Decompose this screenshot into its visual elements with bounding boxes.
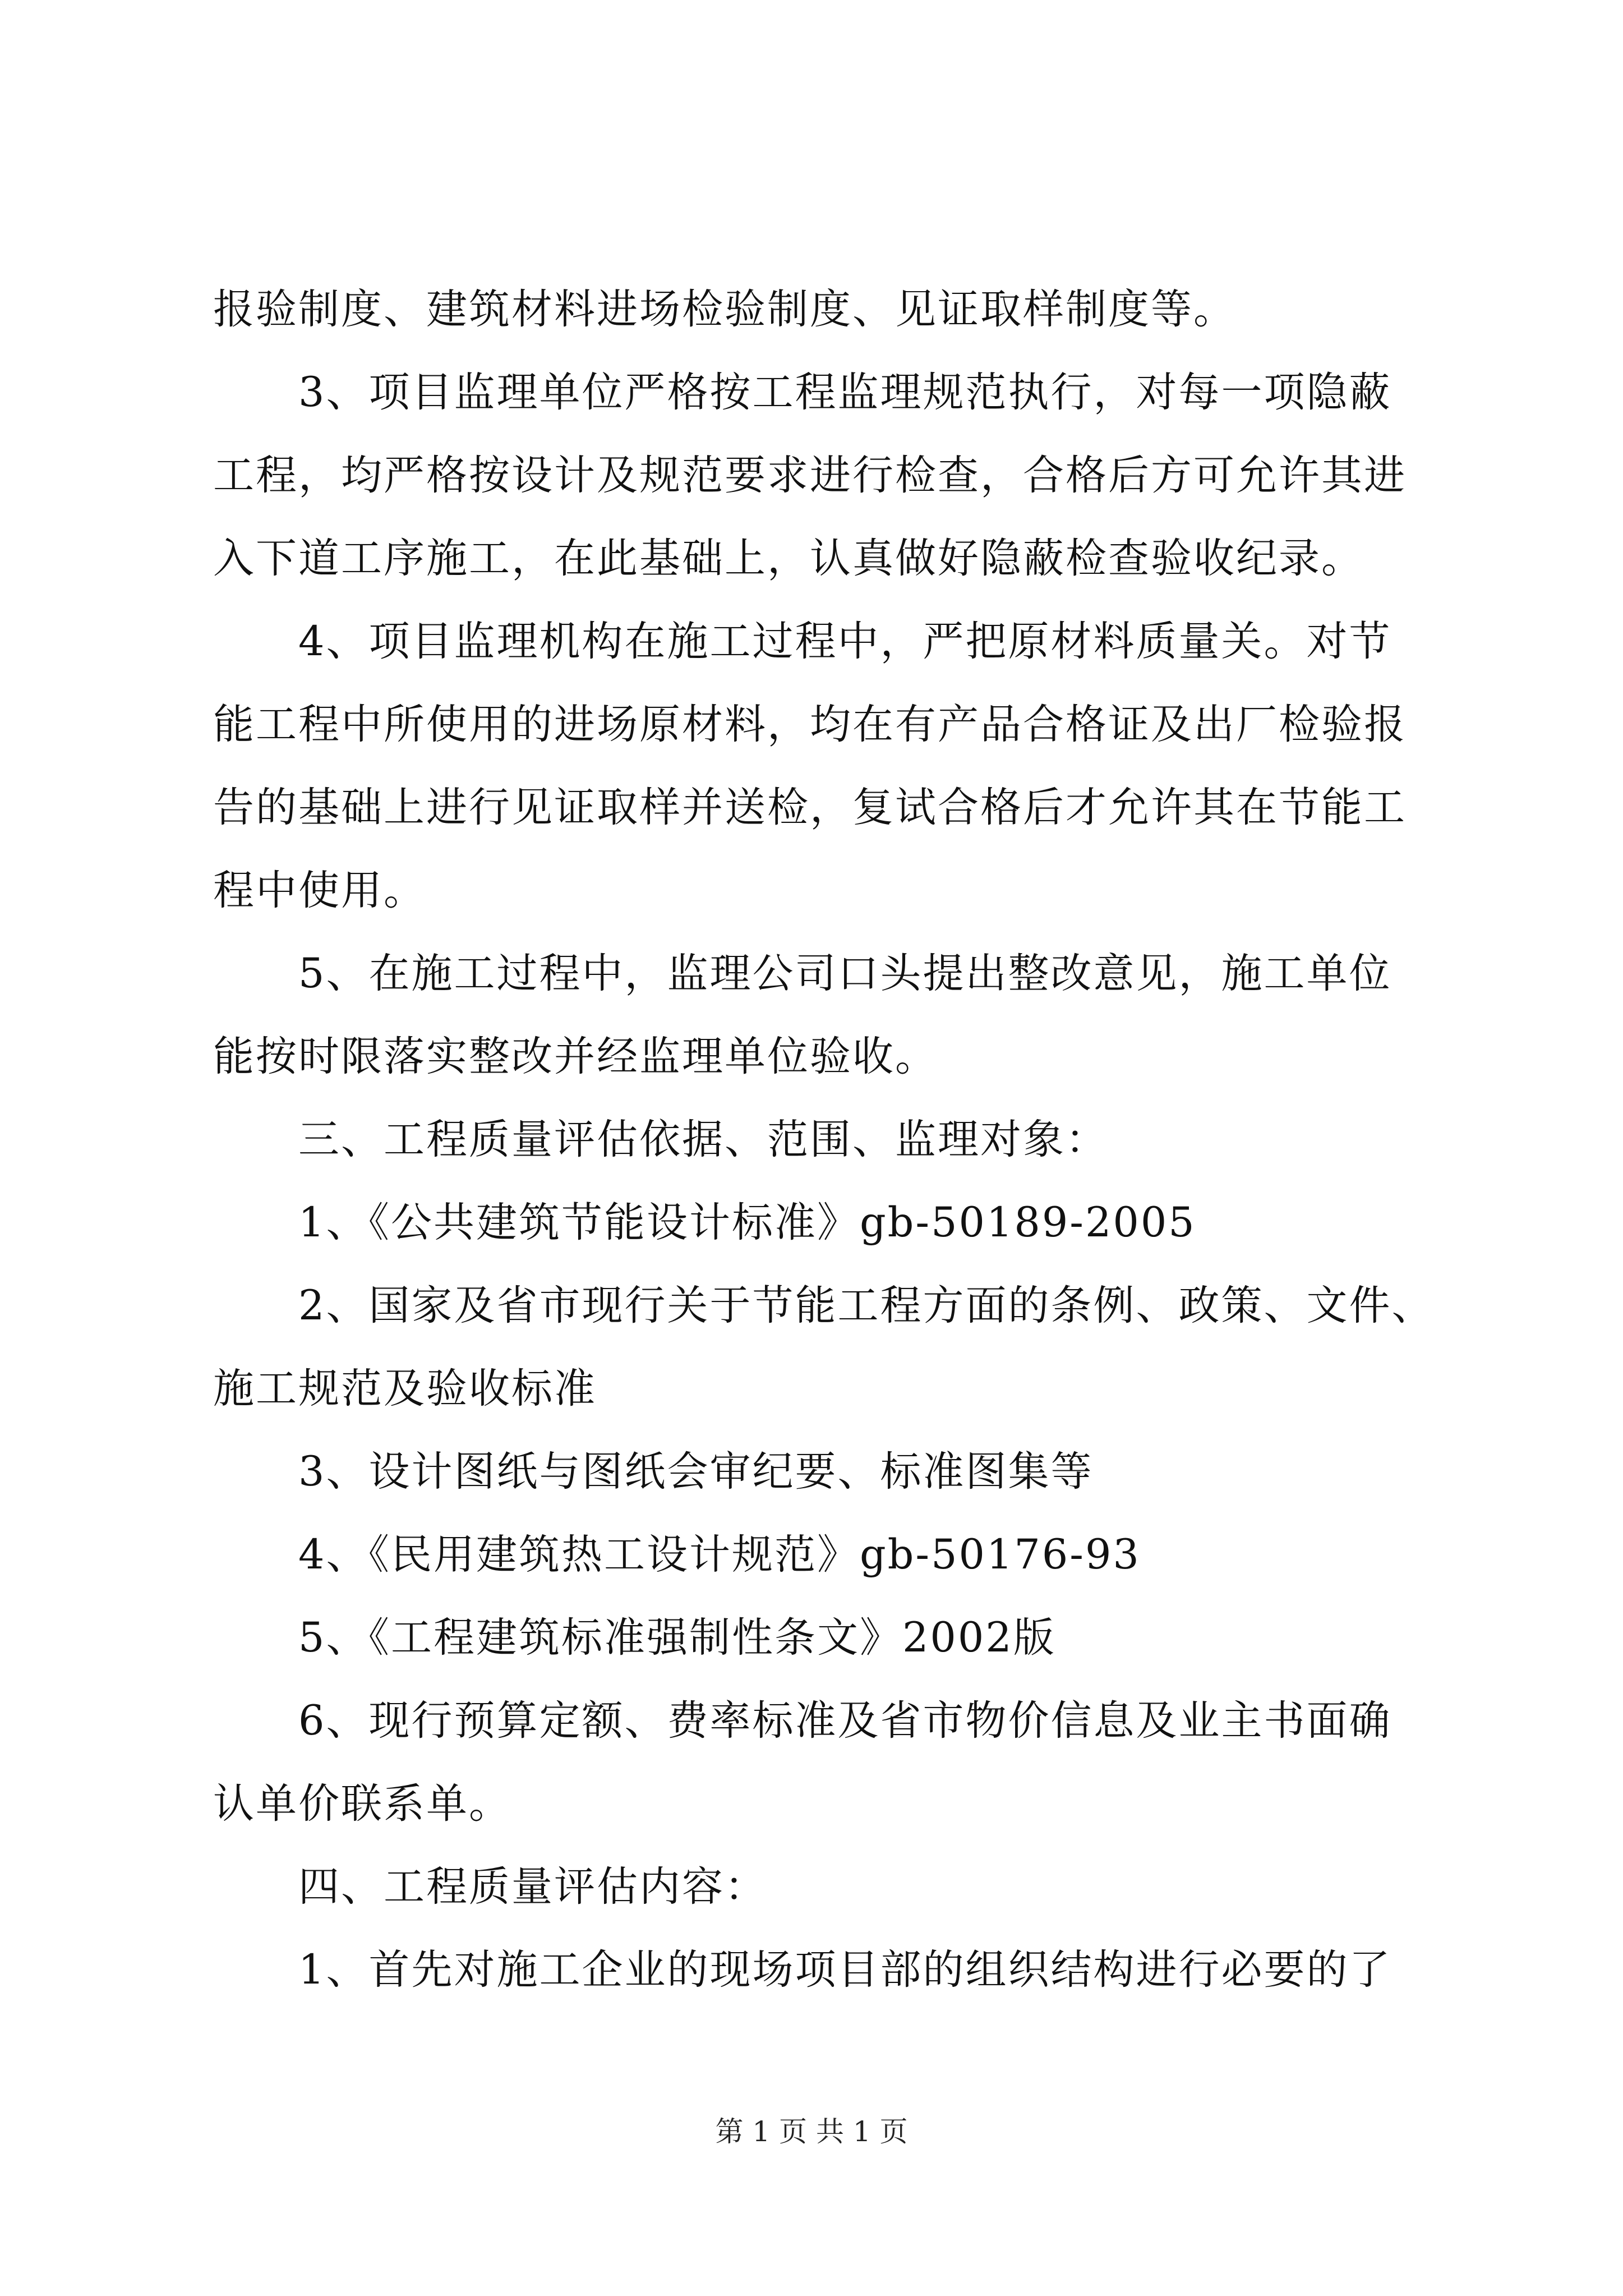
text-line: 2、国家及省市现行关于节能工程方面的条例、政策、文件、 (298, 1282, 1435, 1329)
text-line: 施工规范及验收标准 (213, 1365, 597, 1412)
text-line: 入下道工序施工，在此基础上，认真做好隐蔽检查验收纪录。 (213, 535, 1364, 582)
text-line: 报验制度、建筑材料进场检验制度、见证取样制度等。 (213, 286, 1236, 333)
document-body (213, 268, 1435, 2012)
text-line: 3、项目监理单位严格按工程监理规范执行，对每一项隐蔽 (298, 369, 1392, 416)
section-heading: 四、工程质量评估内容： (298, 1863, 767, 1911)
text-line: 程中使用。 (213, 867, 426, 914)
text-line: 4、《民用建筑热工设计规范》gb-50176-93 (298, 1531, 1141, 1579)
section-heading: 三、工程质量评估依据、范围、监理对象： (298, 1116, 1108, 1163)
page-footer: 第 1 页 共 1 页 (715, 2115, 908, 2148)
text-line: 5、在施工过程中，监理公司口头提出整改意见，施工单位 (298, 950, 1392, 997)
text-line: 能工程中所使用的进场原材料，均在有产品合格证及出厂检验报 (213, 701, 1407, 748)
text-line: 5、《工程建筑标准强制性条文》2002版 (298, 1614, 1056, 1662)
text-line: 工程，均严格按设计及规范要求进行检查，合格后方可允许其进 (213, 452, 1407, 499)
text-line: 6、现行预算定额、费率标准及省市物价信息及业主书面确 (298, 1697, 1392, 1745)
text-line: 能按时限落实整改并经监理单位验收。 (213, 1033, 938, 1080)
text-line: 认单价联系单。 (213, 1780, 511, 1828)
text-line: 1、首先对施工企业的现场项目部的组织结构进行必要的了 (298, 1946, 1392, 1994)
text-line: 告的基础上进行见证取样并送检，复试合格后才允许其在节能工 (213, 784, 1407, 831)
text-line: 1、《公共建筑节能设计标准》gb-50189-2005 (298, 1199, 1196, 1246)
text-line: 4、项目监理机构在施工过程中，严把原材料质量关。对节 (298, 618, 1392, 665)
text-line: 3、设计图纸与图纸会审纪要、标准图集等 (298, 1448, 1094, 1496)
